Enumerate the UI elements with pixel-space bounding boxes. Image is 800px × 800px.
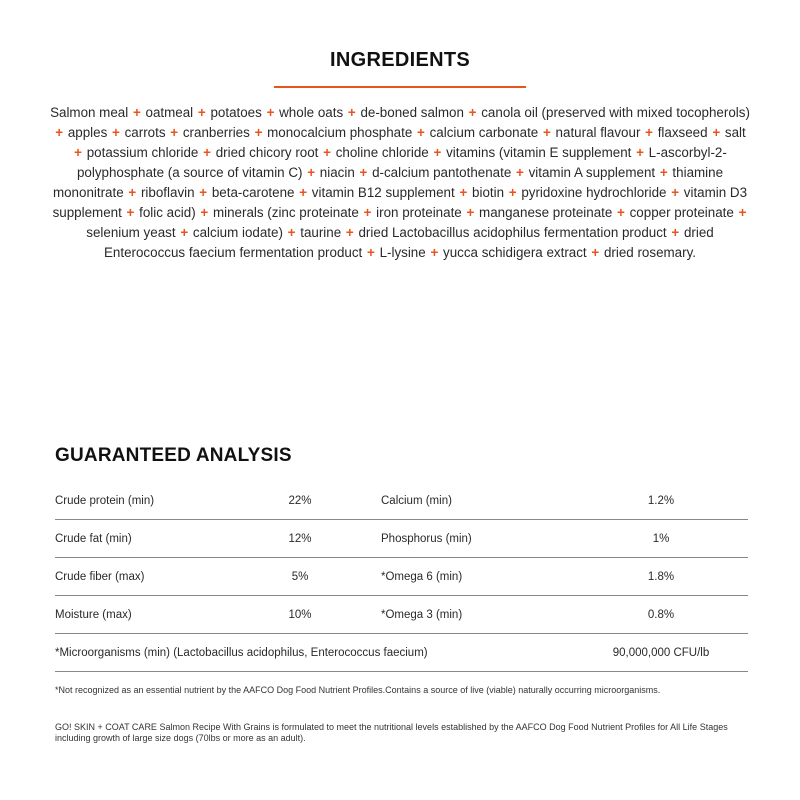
ingredient-separator: + — [74, 145, 82, 160]
ingredient-item: flaxseed — [657, 125, 708, 140]
nutrient-value: 90,000,000 CFU/lb — [612, 647, 710, 659]
table-row — [55, 596, 748, 634]
table-row — [55, 634, 748, 672]
footnote-formulation: GO! SKIN + COAT CARE Salmon Recipe With Grains is formulated to meet the nutritional levels established by the AAFCO Dog Food Nutrient Profiles for All Life Stages including growth of large size dogs (70lbs or more as an adult). — [55, 722, 728, 743]
ingredient-item: calcium iodate) — [192, 225, 283, 240]
nutrient-name: Crude fiber (max) — [55, 571, 145, 583]
nutrient-name: Moisture (max) — [55, 609, 132, 621]
ingredients-list — [50, 103, 750, 263]
ingredient-separator: + — [516, 165, 524, 180]
ingredient-separator: + — [347, 105, 356, 120]
ingredient-item: Salmon meal — [50, 105, 129, 120]
ingredient-separator: + — [112, 125, 120, 140]
ingredient-item: salt — [724, 125, 746, 140]
ingredient-item: dried rosemary. — [603, 245, 696, 260]
ingredient-item: biotin — [472, 185, 505, 200]
footnote-aafco: *Not recognized as an essential nutrient by the AAFCO Dog Food Nutrient Profiles.Contains a source of live (viable) naturally occurring microorganisms. — [55, 685, 661, 695]
ingredient-separator: + — [417, 125, 425, 140]
ingredient-separator: + — [323, 145, 331, 160]
guaranteed-analysis-table — [55, 482, 748, 672]
ingredient-item: L-ascorbyl-2-polyphosphate (a source of vitamin C) — [76, 145, 727, 180]
ingredient-item: thiamine mononitrate — [52, 165, 724, 200]
table-row — [55, 558, 748, 596]
ingredient-item: copper proteinate — [629, 205, 734, 220]
ingredient-item: niacin — [319, 165, 355, 180]
ingredient-item: de-boned salmon — [360, 105, 464, 120]
ingredient-item: yucca schidigera extract — [443, 245, 587, 260]
ingredient-item: vitamin A supplement — [528, 165, 656, 180]
ingredient-separator: + — [180, 225, 189, 240]
ingredient-separator: + — [199, 185, 208, 200]
ingredient-item: carrots — [124, 125, 166, 140]
ingredient-item: beta-carotene — [211, 185, 295, 200]
ingredient-item: vitamin D3 supplement — [52, 185, 748, 220]
ingredient-separator: + — [671, 225, 680, 240]
ingredient-item: potatoes — [210, 105, 262, 120]
ingredient-separator: + — [128, 185, 137, 200]
nutrient-name: Calcium (min) — [381, 495, 452, 507]
ingredient-separator: + — [197, 105, 206, 120]
ingredient-item: selenium yeast — [86, 225, 176, 240]
guaranteed-analysis-title: GUARANTEED ANALYSIS — [55, 445, 292, 466]
ingredient-separator: + — [738, 205, 747, 220]
ingredient-separator: + — [433, 145, 442, 160]
nutrient-name: Crude protein (min) — [55, 495, 155, 507]
ingredient-item: oatmeal — [145, 105, 194, 120]
ingredient-separator: + — [542, 125, 551, 140]
ingredient-item: vitamin B12 supplement — [311, 185, 455, 200]
ingredient-separator: + — [430, 245, 439, 260]
ingredient-item: choline chloride — [335, 145, 429, 160]
ingredient-separator: + — [466, 205, 475, 220]
ingredient-item: cranberries — [182, 125, 250, 140]
table-row — [55, 520, 748, 558]
ingredient-item: monocalcium phosphate — [267, 125, 413, 140]
nutrient-name: *Omega 3 (min) — [381, 609, 463, 621]
ingredient-item: vitamins (vitamin E supplement — [446, 145, 632, 160]
ingredients-title-underline — [274, 86, 526, 88]
nutrient-value: 5% — [291, 571, 309, 583]
ingredient-separator: + — [645, 125, 653, 140]
nutrient-name: *Microorganisms (min) (Lactobacillus acidophilus, Enterococcus faecium) — [55, 647, 428, 659]
ingredient-separator: + — [359, 165, 368, 180]
ingredient-item: dried chicory root — [215, 145, 319, 160]
ingredient-item: manganese proteinate — [479, 205, 613, 220]
ingredient-item: minerals (zinc proteinate — [212, 205, 359, 220]
ingredient-separator: + — [132, 105, 141, 120]
ingredient-separator: + — [367, 245, 375, 260]
ingredient-separator: + — [363, 205, 372, 220]
ingredient-separator: + — [299, 185, 308, 200]
ingredient-separator: + — [200, 205, 209, 220]
ingredient-item: potassium chloride — [86, 145, 199, 160]
ingredient-separator: + — [126, 205, 135, 220]
ingredient-separator: + — [203, 145, 211, 160]
ingredient-separator: + — [459, 185, 468, 200]
ingredient-item: canola oil (preserved with mixed tocopherols) — [481, 105, 750, 120]
ingredient-item: natural flavour — [555, 125, 641, 140]
nutrient-name: Phosphorus (min) — [381, 533, 472, 545]
ingredients-title: INGREDIENTS — [330, 49, 470, 71]
ingredient-separator: + — [468, 105, 477, 120]
ingredient-separator: + — [266, 105, 275, 120]
ingredient-separator: + — [617, 205, 625, 220]
ingredient-item: d-calcium pantothenate — [372, 165, 512, 180]
ingredient-separator: + — [712, 125, 721, 140]
ingredient-item: calcium carbonate — [429, 125, 539, 140]
ingredient-item: L-lysine — [379, 245, 426, 260]
ingredient-separator: + — [345, 225, 354, 240]
ingredient-item: pyridoxine hydrochloride — [521, 185, 667, 200]
nutrient-value: 1.2% — [647, 495, 675, 507]
ingredient-item: iron proteinate — [376, 205, 462, 220]
ingredient-item: riboflavin — [140, 185, 195, 200]
nutrient-value: 1% — [652, 533, 670, 545]
nutrient-value: 22% — [288, 495, 312, 507]
ingredient-item: dried Enterococcus faecium fermentation product — [103, 225, 714, 260]
ingredient-separator: + — [55, 125, 64, 140]
ingredient-item: folic acid) — [139, 205, 196, 220]
nutrient-name: *Omega 6 (min) — [381, 571, 463, 583]
ingredient-separator: + — [287, 225, 296, 240]
ingredient-separator: + — [591, 245, 600, 260]
ingredient-separator: + — [254, 125, 263, 140]
ingredient-separator: + — [636, 145, 644, 160]
ingredient-separator: + — [671, 185, 680, 200]
ingredient-item: dried Lactobacillus acidophilus fermentation product — [358, 225, 667, 240]
table-row — [55, 482, 748, 520]
ingredient-separator: + — [170, 125, 179, 140]
ingredient-separator: + — [659, 165, 668, 180]
ingredient-separator: + — [307, 165, 316, 180]
nutrient-value: 1.8% — [647, 571, 675, 583]
ingredient-item: taurine — [300, 225, 342, 240]
ingredient-separator: + — [508, 185, 517, 200]
nutrient-value: 0.8% — [647, 609, 675, 621]
nutrient-value: 10% — [288, 609, 312, 621]
nutrient-value: 12% — [288, 533, 312, 545]
nutrient-name: Crude fat (min) — [55, 533, 132, 545]
ingredient-item: whole oats — [279, 105, 344, 120]
ingredient-item: apples — [67, 125, 108, 140]
